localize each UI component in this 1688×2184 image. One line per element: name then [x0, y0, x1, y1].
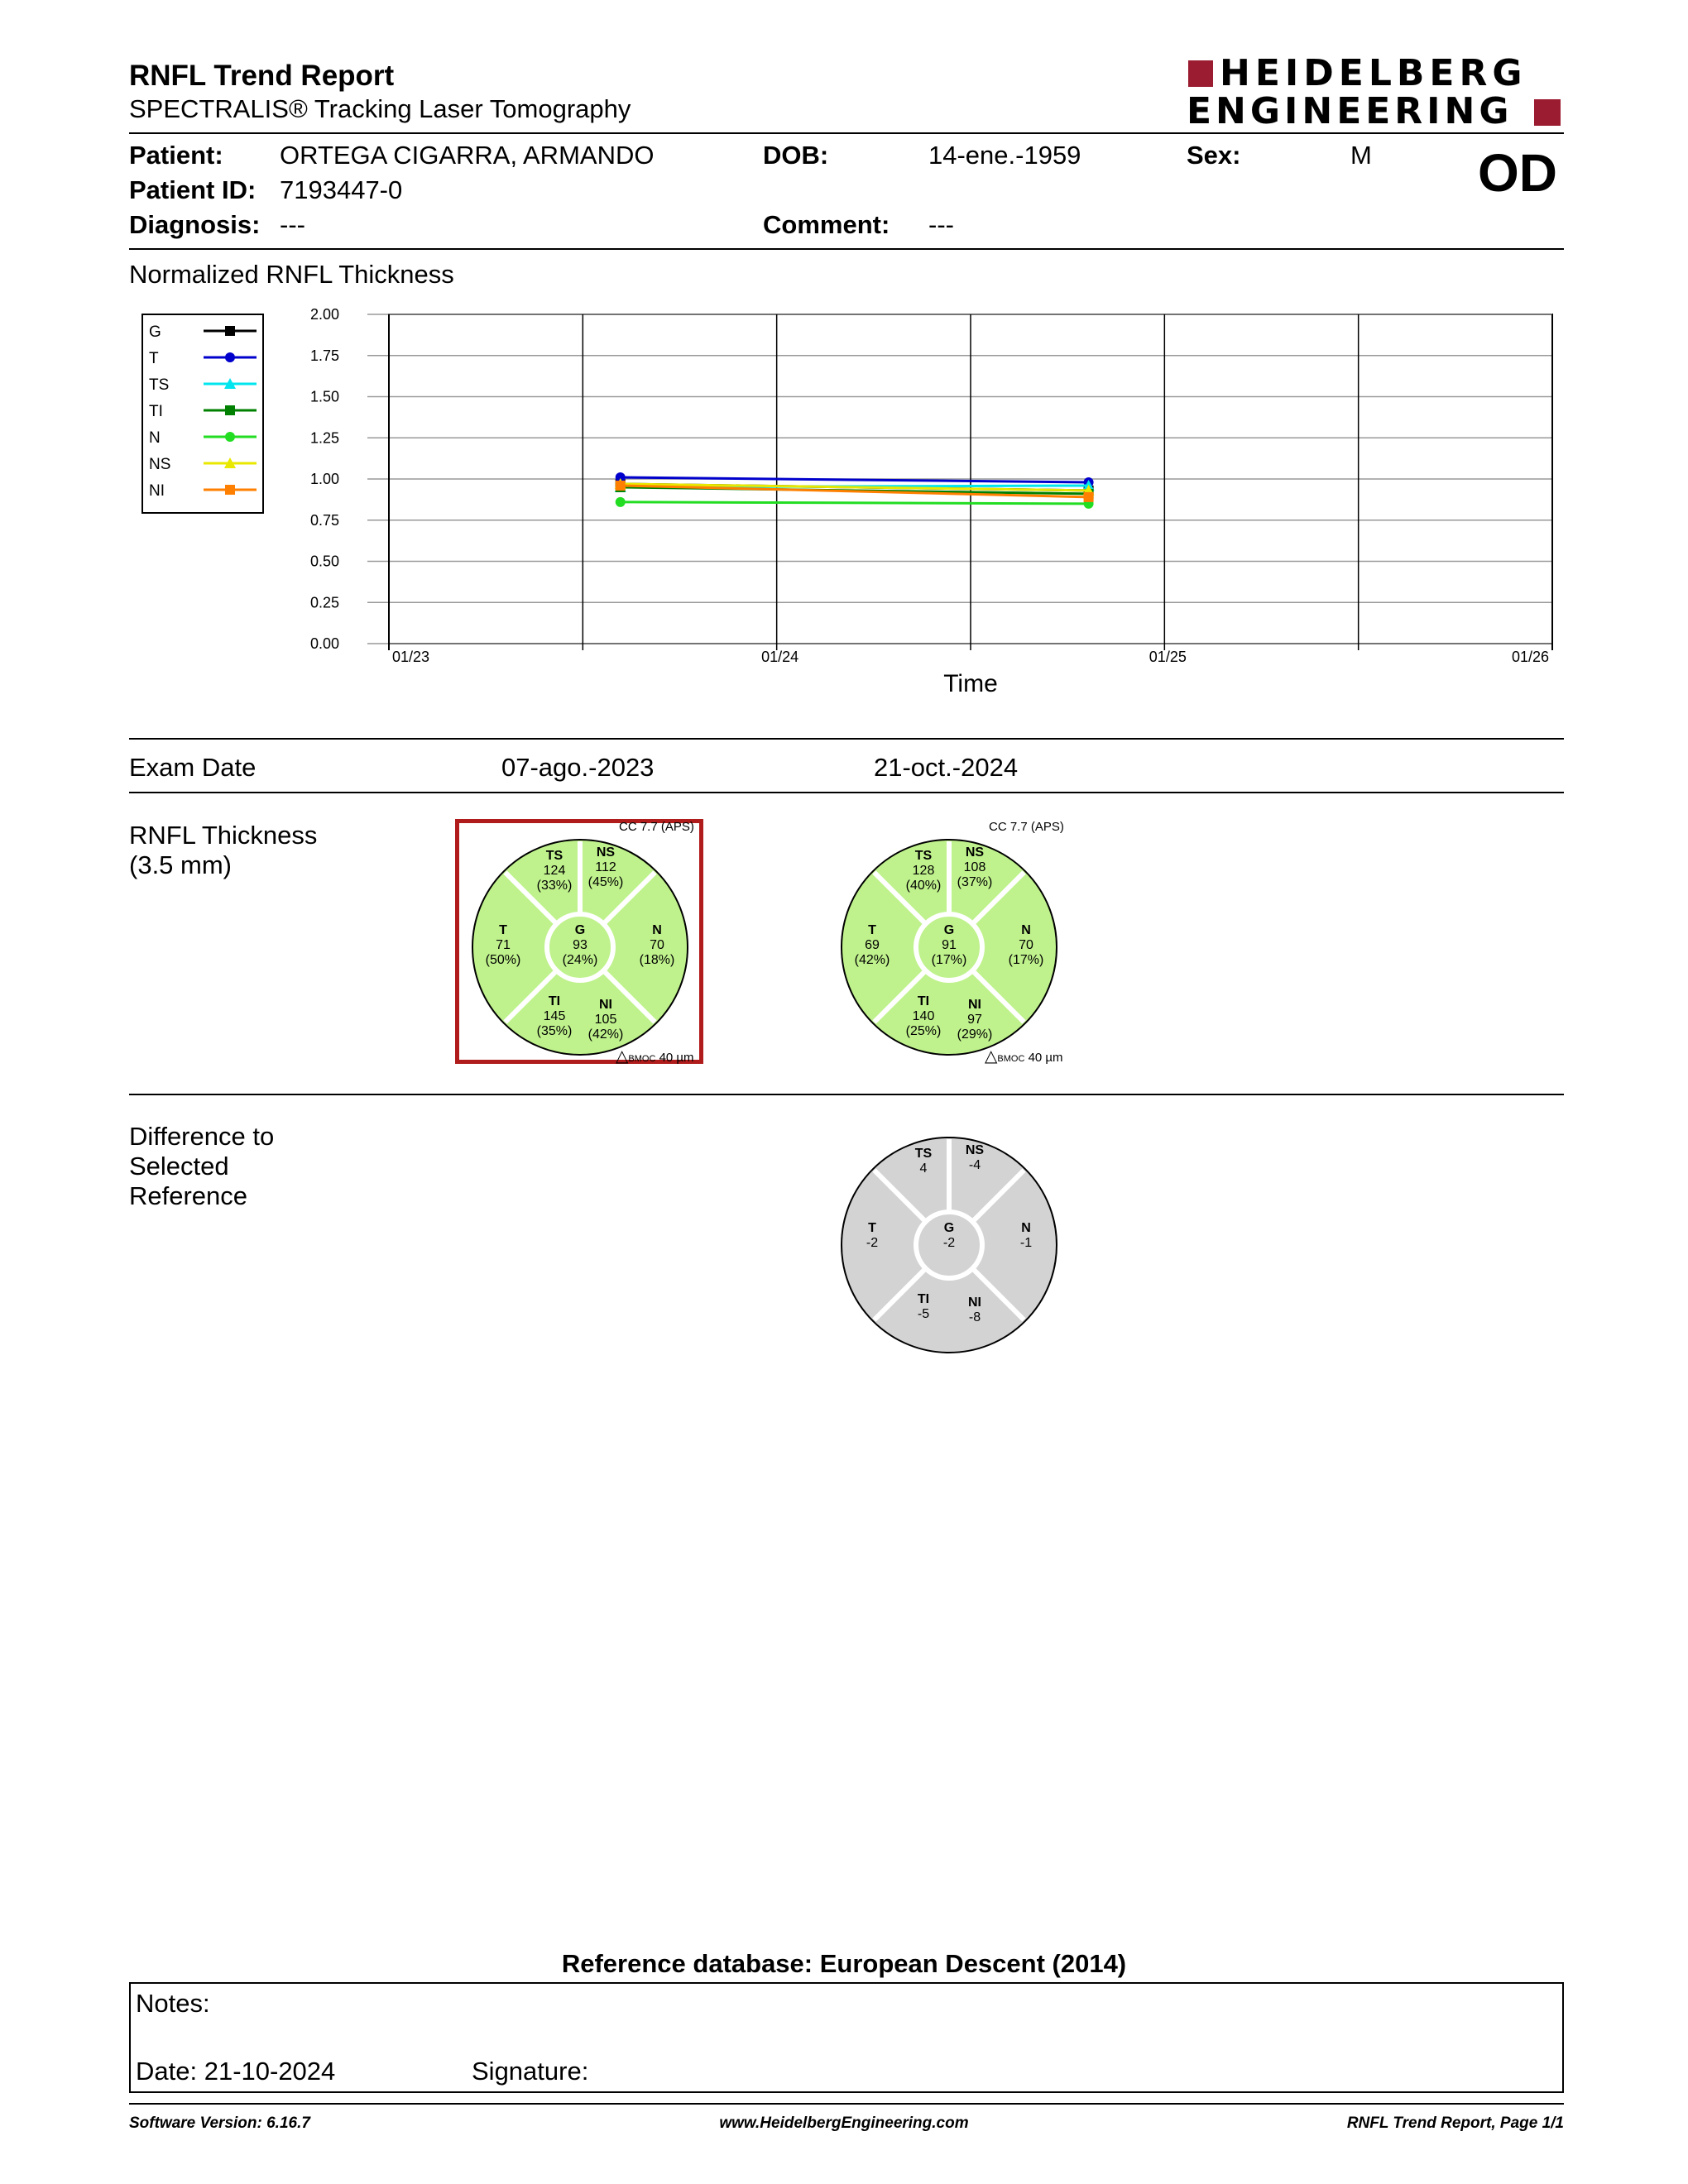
dob-value: 14-ene.-1959 — [928, 141, 1081, 170]
sector-ti-label: TI — [548, 994, 561, 1008]
sector-t-percent: (42%) — [854, 953, 890, 967]
legend-label-ti: TI — [149, 403, 163, 420]
exam-date-2: 21-oct.-2024 — [874, 753, 1019, 782]
y-tick-label: 0.75 — [309, 511, 339, 529]
y-tick-label: 1.00 — [309, 471, 339, 487]
x-tick-label: 01/24 — [761, 649, 799, 665]
logo-line2: ENGINEERING — [1187, 90, 1513, 132]
data-point-ni — [1084, 492, 1094, 502]
sector-t-value: 71 — [496, 938, 511, 952]
sector-ts-label: TS — [914, 1147, 933, 1161]
y-tick-label: 1.75 — [309, 347, 339, 364]
legend-marker-g — [225, 326, 235, 336]
sector-t-label: T — [499, 923, 507, 937]
sector-n-percent: (17%) — [1008, 953, 1044, 967]
sector-ts-value: 4 — [919, 1161, 928, 1176]
sector-ni-label: NI — [968, 998, 981, 1012]
sector-ni-percent: (42%) — [587, 1027, 624, 1042]
sector-n-label: N — [1021, 1221, 1031, 1235]
logo-line1: HEIDELBERG — [1220, 52, 1527, 94]
diagnosis-value: --- — [280, 210, 305, 239]
exam-date-label: Exam Date — [129, 753, 257, 782]
rnfl-label-line2: (3.5 mm) — [129, 850, 232, 879]
sector-ns-percent: (37%) — [957, 875, 993, 889]
sector-n-label: N — [652, 923, 662, 937]
dob-label: DOB: — [763, 141, 829, 170]
sector-n-label: N — [1021, 923, 1031, 937]
website-link[interactable]: www.HeidelbergEngineering.com — [719, 2115, 969, 2132]
y-tick-label: 0.50 — [309, 553, 339, 570]
x-tick-label: 01/25 — [1149, 649, 1187, 665]
bmoc-value: 40 µm — [1028, 1051, 1063, 1065]
sector-ns-label: NS — [965, 845, 985, 860]
sector-ti-percent: (25%) — [905, 1024, 942, 1038]
sector-t-percent: (50%) — [485, 953, 521, 967]
x-tick-label: 01/23 — [392, 649, 430, 665]
sector-g-percent: (24%) — [562, 953, 598, 967]
patient-id-label: Patient ID: — [129, 175, 257, 204]
sector-t-value: -2 — [866, 1236, 879, 1250]
legend-label-n: N — [149, 429, 161, 447]
sector-t-value: 69 — [865, 938, 880, 952]
x-tick-label: 01/26 — [1511, 649, 1549, 665]
triangle-icon: △ — [985, 1047, 998, 1066]
legend-label-t: T — [149, 350, 159, 367]
sex-label: Sex: — [1187, 141, 1241, 170]
bmoc-badge-2 — [985, 1046, 1063, 1066]
sector-ts-percent: (40%) — [905, 879, 942, 893]
sector-ns-value: -4 — [968, 1158, 981, 1172]
difference-label-line1: Difference to — [129, 1122, 275, 1151]
difference-label-line2: Selected — [129, 1152, 229, 1181]
series-line-n — [621, 502, 1089, 504]
trend-chart — [0, 0, 1688, 728]
page-number: RNFL Trend Report, Page 1/1 — [1346, 2115, 1564, 2132]
legend-label-ns: NS — [149, 456, 171, 473]
legend-label-ts: TS — [149, 376, 170, 394]
sector-n-value: -1 — [1019, 1236, 1033, 1250]
sector-t-label: T — [868, 923, 876, 937]
legend-label-ni: NI — [149, 482, 165, 500]
sector-g-value: 93 — [573, 938, 587, 952]
legend-label-g: G — [149, 323, 161, 341]
comment-value: --- — [928, 210, 954, 239]
sector-ti-label: TI — [917, 1292, 930, 1306]
sector-g-label: G — [943, 1221, 955, 1235]
sector-g-label: G — [943, 923, 955, 937]
rnfl-disc-exam-1 — [470, 837, 690, 1057]
y-tick-label: 1.50 — [309, 388, 339, 405]
sex-value: M — [1350, 141, 1372, 170]
legend-marker-ti — [225, 405, 235, 415]
rnfl-disc-exam-2 — [839, 837, 1059, 1057]
sector-ti-value: -5 — [917, 1307, 930, 1321]
sector-ti-percent: (35%) — [536, 1024, 573, 1038]
rnfl-label-line1: RNFL Thickness — [129, 821, 318, 850]
notes-box[interactable] — [129, 1982, 1564, 2093]
sector-ni-value: -8 — [968, 1310, 981, 1324]
sector-g-percent: (17%) — [931, 953, 967, 967]
reference-database: Reference database: European Descent (2014) — [561, 1949, 1127, 1978]
sector-ts-value: 128 — [912, 864, 935, 878]
notes-date: Date: 21-10-2024 — [136, 2057, 336, 2086]
signature-label: Signature: — [472, 2057, 589, 2086]
bmoc-label: BMOC — [997, 1054, 1025, 1064]
y-tick-label: 2.00 — [309, 306, 339, 323]
y-tick-label: 0.25 — [309, 594, 339, 611]
exam-date-1: 07-ago.-2023 — [501, 753, 655, 782]
data-point-ni — [616, 481, 626, 491]
eye-indicator: OD — [1478, 143, 1557, 203]
legend-marker-t — [225, 352, 235, 362]
cc-label-2: CC 7.7 (APS) — [989, 820, 1064, 834]
sector-g-value: -2 — [942, 1236, 956, 1250]
sector-t-label: T — [868, 1221, 876, 1235]
sector-ts-label: TS — [914, 849, 933, 863]
comment-label: Comment: — [763, 210, 890, 239]
legend-marker-n — [225, 432, 235, 442]
data-point-n — [616, 497, 626, 507]
sector-ni-percent: (29%) — [957, 1027, 993, 1042]
sector-ti-label: TI — [917, 994, 930, 1008]
cc-label-1: CC 7.7 (APS) — [619, 820, 694, 834]
sector-ni-value: 97 — [967, 1013, 982, 1027]
y-tick-label: 0.00 — [309, 635, 339, 652]
legend-marker-ni — [225, 485, 235, 495]
sector-ni-label: NI — [968, 1296, 981, 1310]
sector-ti-value: 140 — [912, 1009, 935, 1023]
patient-name-label: Patient: — [129, 141, 223, 170]
x-axis-label: Time — [943, 670, 998, 697]
software-version: Software Version: 6.16.7 — [129, 2115, 310, 2132]
sector-g-value: 91 — [942, 938, 957, 952]
sector-ni-value: 105 — [594, 1013, 617, 1027]
patient-id: 7193447-0 — [280, 175, 403, 204]
bmoc-badge-1 — [616, 1046, 694, 1066]
sector-ns-value: 112 — [595, 860, 616, 874]
sector-ns-label: NS — [596, 845, 616, 860]
sector-g-label: G — [574, 923, 586, 937]
sector-ts-percent: (33%) — [536, 879, 573, 893]
sector-ns-label: NS — [965, 1143, 985, 1157]
chart-title: Normalized RNFL Thickness — [129, 260, 454, 289]
sector-ni-label: NI — [599, 998, 612, 1012]
bmoc-label: BMOC — [628, 1054, 656, 1064]
triangle-icon: △ — [616, 1047, 629, 1066]
report-subtitle: SPECTRALIS® Tracking Laser Tomography — [129, 94, 631, 123]
report-title: RNFL Trend Report — [129, 60, 395, 92]
difference-disc — [839, 1135, 1059, 1355]
sector-n-percent: (18%) — [639, 953, 675, 967]
sector-ts-value: 124 — [543, 864, 566, 878]
sector-n-value: 70 — [1019, 938, 1033, 952]
bmoc-value: 40 µm — [659, 1051, 694, 1065]
y-tick-label: 1.25 — [309, 429, 339, 447]
sector-ns-value: 108 — [963, 860, 986, 874]
sector-ti-value: 145 — [543, 1009, 566, 1023]
sector-ts-label: TS — [545, 849, 563, 863]
diagnosis-label: Diagnosis: — [129, 210, 261, 239]
difference-label-line3: Reference — [129, 1181, 248, 1210]
sector-ns-percent: (45%) — [587, 875, 624, 889]
sector-n-value: 70 — [650, 938, 664, 952]
notes-label: Notes: — [136, 1989, 210, 2018]
patient-name: ORTEGA CIGARRA, ARMANDO — [280, 141, 655, 170]
